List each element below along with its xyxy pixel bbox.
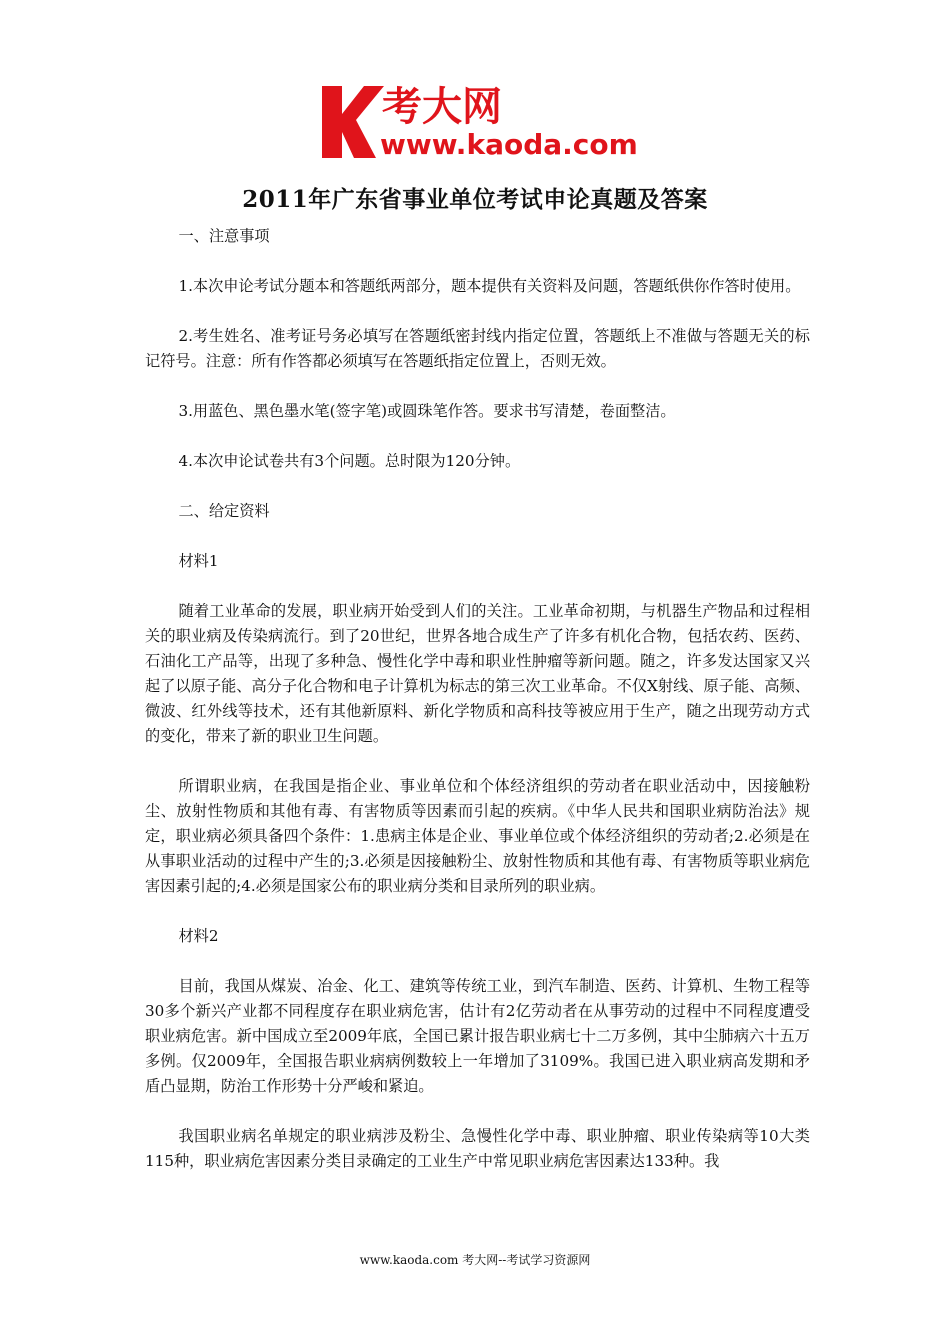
kaoda-logo-icon <box>318 80 638 162</box>
paragraph: 目前，我国从煤炭、冶金、化工、建筑等传统工业，到汽车制造、医药、计算机、生物工程等30多个新兴产业都不同程度存在职业病危害，估计有2亿劳动者在从事劳动的过程中不同程度遭受职业病危害。新中国成立至2009年底，全国已累计报告职业病七十二万多例，其中尘肺病六十五万多例。仅2009年，全国报告职业病病例数较上一年增加了3109%。我国已进入职业病高发期和矛盾凸显期，防治工作形势十分严峻和紧迫。 <box>145 977 810 1095</box>
paragraph: 我国职业病名单规定的职业病涉及粉尘、急慢性化学中毒、职业肿瘤、职业传染病等10大类115种，职业病危害因素分类目录确定的工业生产中常见职业病危害因素达133种。我 <box>145 1127 810 1170</box>
paragraph: 1.本次申论考试分题本和答题纸两部分，题本提供有关资料及问题，答题纸供你作答时使用。 <box>178 277 801 295</box>
section-heading: 一、注意事项 <box>178 227 270 245</box>
paragraph: 所谓职业病，在我国是指企业、事业单位和个体经济组织的劳动者在职业活动中，因接触粉尘、放射性物质和其他有毒、有害物质等因素而引起的疾病。《中华人民共和国职业病防治法》规定，职业病必须具备四个条件：1.患病主体是企业、事业单位或个体经济组织的劳动者;2.必须是在从事职业活动的过程中产生的;3.必须是因接触粉尘、放射性物质和其他有毒、有害物质等职业病危害因素引起的;4.必须是国家公布的职业病分类和目录所列的职业病。 <box>145 777 810 895</box>
section-heading: 二、给定资料 <box>178 502 270 520</box>
paragraph: 3.用蓝色、黑色墨水笔(签字笔)或圆珠笔作答。要求书写清楚，卷面整洁。 <box>178 402 676 420</box>
site-logo <box>318 80 638 162</box>
page-title: 2011年广东省事业单位考试申论真题及答案 <box>242 186 708 213</box>
material-label: 材料2 <box>178 927 219 945</box>
svg-text:www.kaoda.com: www.kaoda.com <box>380 128 638 161</box>
svg-text:考大网: 考大网 <box>382 84 502 130</box>
material-label: 材料1 <box>178 552 219 570</box>
paragraph: 随着工业革命的发展，职业病开始受到人们的关注。工业革命初期，与机器生产物品和过程相关的职业病及传染病流行。到了20世纪，世界各地合成生产了许多有机化合物，包括农药、医药、石油化工产品等，出现了多种急、慢性化学中毒和职业性肿瘤等新问题。随之，许多发达国家又兴起了以原子能、高分子化合物和电子计算机为标志的第三次工业革命。不仅X射线、原子能、高频、微波、红外线等技术，还有其他新原料、新化学物质和高科技等被应用于生产，随之出现劳动方式的变化，带来了新的职业卫生问题。 <box>145 602 810 745</box>
document-body <box>145 224 810 1199</box>
paragraph: 4.本次申论试卷共有3个问题。总时限为120分钟。 <box>178 452 521 470</box>
paragraph: 2.考生姓名、准考证号务必填写在答题纸密封线内指定位置，答题纸上不准做与答题无关的标记符号。注意：所有作答都必须填写在答题纸指定位置上，否则无效。 <box>145 327 810 370</box>
page-footer: www.kaoda.com 考大网--考试学习资源网 <box>359 1253 591 1267</box>
